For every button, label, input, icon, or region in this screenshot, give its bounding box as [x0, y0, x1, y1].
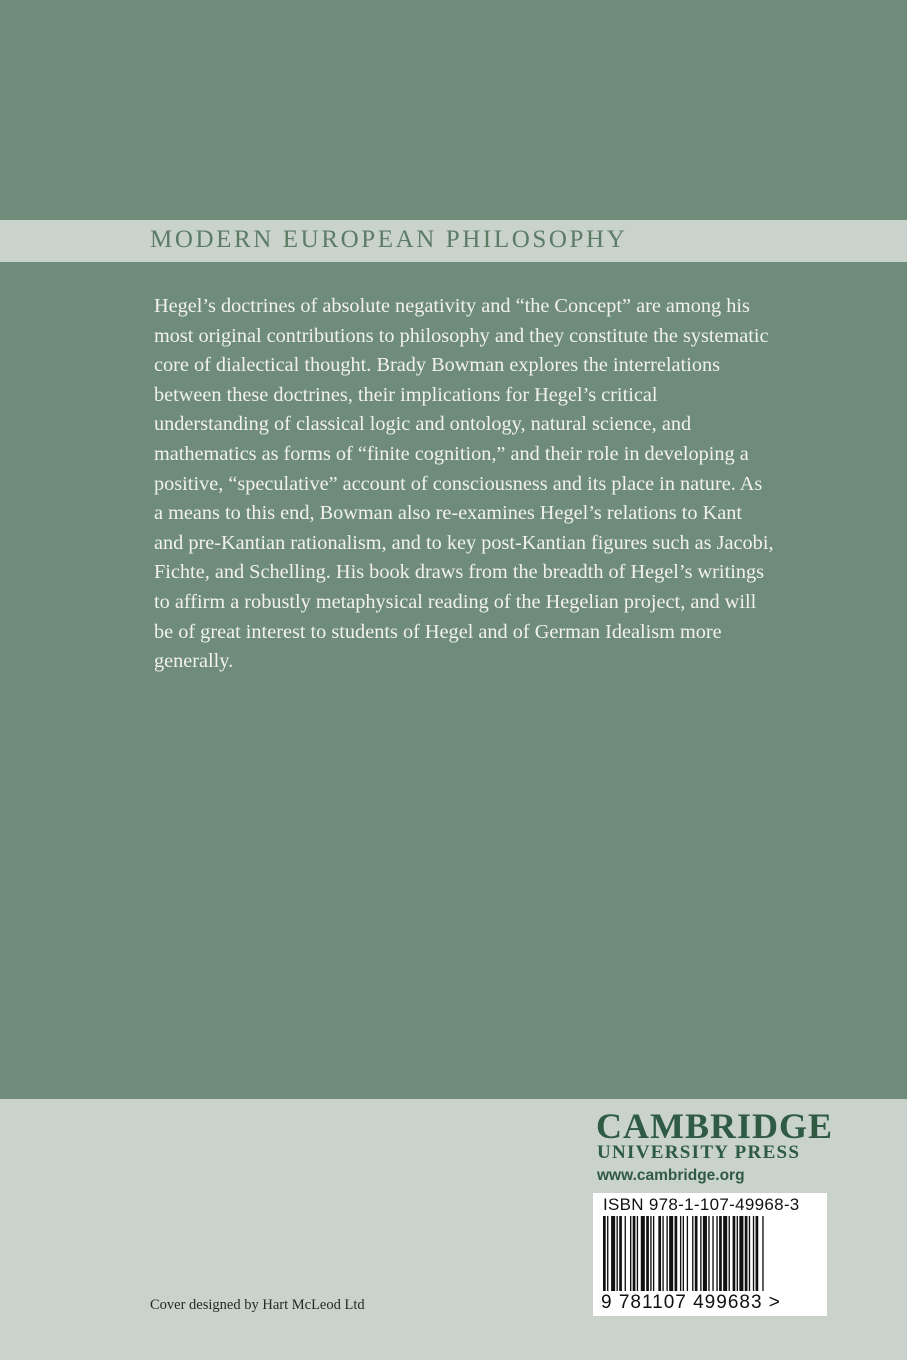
publisher-url: www.cambridge.org: [597, 1167, 745, 1184]
barcode-stripe: [687, 1216, 688, 1291]
barcode-stripe: [637, 1216, 638, 1291]
barcode-stripe: [658, 1216, 661, 1291]
barcode-stripe: [675, 1216, 678, 1291]
blurb-text: Hegel’s doctrines of absolute negativity and “the Concept” are among his most original contributions to philosophy and they constitute the systematic core of dialectical thought. Brady Bowman explores the interrelations between these doctrines, their implications for Hegel’s critical understanding of classical logic and ontology, natural science, and mathematics as forms of “finite cognition,” and their role in developing a positive, “speculative” account of consciousness and its place in nature. As a means to this end, Bowman also re-examines Hegel’s relations to Kant and pre-Kantian rationalism, and to key post-Kantian figures such as Jacobi, Fichte, and Schelling. His book draws from the breadth of Hegel’s writings to affirm a robustly metaphysical reading of the Hegelian project, and will be of great interest to students of Hegel and of German Idealism more generally.: [154, 295, 774, 673]
barcode-stripe: [641, 1216, 645, 1291]
barcode-stripe: [756, 1216, 759, 1291]
barcode-stripe: [607, 1216, 608, 1291]
barcode-stripe: [619, 1216, 622, 1291]
barcode-stripe: [719, 1216, 722, 1291]
barcode-stripe: [762, 1216, 763, 1291]
barcode-stripe: [712, 1216, 713, 1291]
barcode-stripe: [692, 1216, 693, 1291]
barcode-stripe: [695, 1216, 698, 1291]
barcode-stripe: [662, 1216, 663, 1291]
barcode-stripe: [729, 1216, 730, 1291]
barcode-stripe: [723, 1216, 727, 1291]
barcode-stripe: [708, 1216, 709, 1291]
barcode-stripe: [703, 1216, 707, 1291]
barcode-stripe: [669, 1216, 673, 1291]
barcode-stripe: [625, 1216, 626, 1291]
barcode-stripe: [617, 1216, 618, 1291]
barcode-stripe: [666, 1216, 667, 1291]
barcode-stripe: [630, 1216, 631, 1291]
barcode-icon: [603, 1216, 815, 1291]
barcode-box: [593, 1193, 827, 1316]
cover-credit: Cover designed by Hart McLeod Ltd: [150, 1297, 365, 1313]
barcode-stripe: [603, 1216, 606, 1291]
series-title: MODERN EUROPEAN PHILOSOPHY: [150, 226, 628, 253]
barcode-stripe: [653, 1216, 654, 1291]
isbn-label: ISBN 978-1-107-49968-3: [603, 1195, 800, 1214]
footer-band: [0, 1099, 907, 1360]
barcode-stripe: [611, 1216, 615, 1291]
barcode-stripe: [733, 1216, 736, 1291]
barcode-stripe: [700, 1216, 701, 1291]
barcode-stripe: [749, 1216, 750, 1291]
barcode-stripe: [680, 1216, 681, 1291]
publisher-press: UNIVERSITY PRESS: [597, 1142, 801, 1163]
barcode-stripe: [745, 1216, 748, 1291]
barcode-stripe: [739, 1216, 743, 1291]
barcode-stripe: [716, 1216, 717, 1291]
barcode-stripe: [650, 1216, 651, 1291]
barcode-digits: 9 781107 499683 >: [601, 1292, 781, 1313]
series-band: [0, 220, 907, 262]
barcode-stripe: [633, 1216, 636, 1291]
publisher-name: CAMBRIDGE: [596, 1106, 834, 1146]
barcode-stripe: [683, 1216, 684, 1291]
barcode-stripe: [646, 1216, 649, 1291]
barcode-stripe: [737, 1216, 738, 1291]
barcode-stripe: [753, 1216, 754, 1291]
